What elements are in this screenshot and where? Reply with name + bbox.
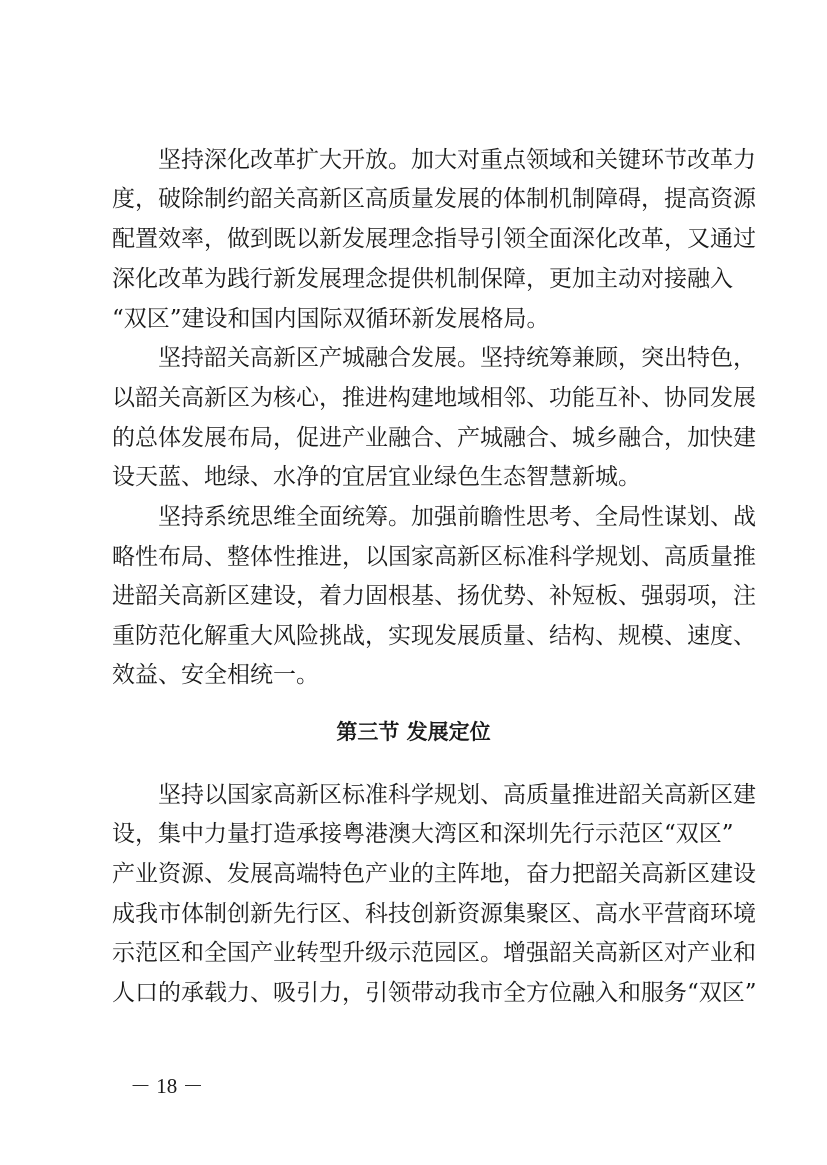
paragraph-2-line-3: 的总体发展布局，促进产业融合、产城融合、城乡融合，加快建 — [112, 425, 756, 451]
paragraph-2-line-4: 设天蓝、地绿、水净的宜居宜业绿色生态智慧新城。 — [112, 464, 641, 490]
paragraph-4-line-4: 成我市体制创新先行区、科技创新资源集聚区、高水平营商环境 — [112, 901, 756, 927]
paragraph-4-line-3: 产业资源、发展高端特色产业的主阵地，奋力把韶关高新区建设 — [112, 861, 756, 887]
paragraph-4-line-5: 示范区和全国产业转型升级示范园区。增强韶关高新区对产业和 — [112, 940, 756, 966]
paragraph-3-line-2: 略性布局、整体性推进，以国家高新区标准科学规划、高质量推 — [112, 544, 756, 570]
paragraph-4-line-6: 人口的承载力、吸引力，引领带动我市全方位融入和服务“双区” — [112, 980, 757, 1006]
paragraph-2-line-2: 以韶关高新区为核心，推进构建地域相邻、功能互补、协同发展 — [112, 385, 756, 411]
paragraph-1-line-2: 度，破除制约韶关高新区高质量发展的体制机制障碍，提高资源 — [112, 186, 756, 212]
paragraph-3-line-5: 效益、安全相统一。 — [112, 662, 319, 688]
paragraph-3-line-3: 进韶关高新区建设，着力固根基、扬优势、补短板、强弱项，注 — [112, 583, 756, 609]
paragraph-1-line-5: “双区”建设和国内国际双循环新发展格局。 — [112, 306, 550, 332]
paragraph-1-line-1: 坚持深化改革扩大开放。加大对重点领域和关键环节改革力 — [158, 147, 756, 173]
paragraph-3-line-4: 重防范化解重大风险挑战，实现发展质量、结构、规模、速度、 — [112, 623, 756, 649]
paragraph-3-line-1: 坚持系统思维全面统筹。加强前瞻性思考、全局性谋划、战 — [158, 504, 756, 530]
section-heading: 第三节 发展定位 — [336, 720, 491, 744]
paragraph-2-line-1: 坚持韶关高新区产城融合发展。坚持统筹兼顾，突出特色， — [158, 345, 756, 371]
paragraph-4-line-1: 坚持以国家高新区标准科学规划、高质量推进韶关高新区建 — [158, 782, 756, 808]
paragraph-1-line-3: 配置效率，做到既以新发展理念指导引领全面深化改革，又通过 — [112, 226, 756, 252]
paragraph-1-line-4: 深化改革为践行新发展理念提供机制保障，更加主动对接融入 — [112, 266, 733, 292]
page-number: － 18 － — [130, 1074, 204, 1098]
paragraph-4-line-2: 设，集中力量打造承接粤港澳大湾区和深圳先行示范区“双区” — [112, 821, 734, 847]
